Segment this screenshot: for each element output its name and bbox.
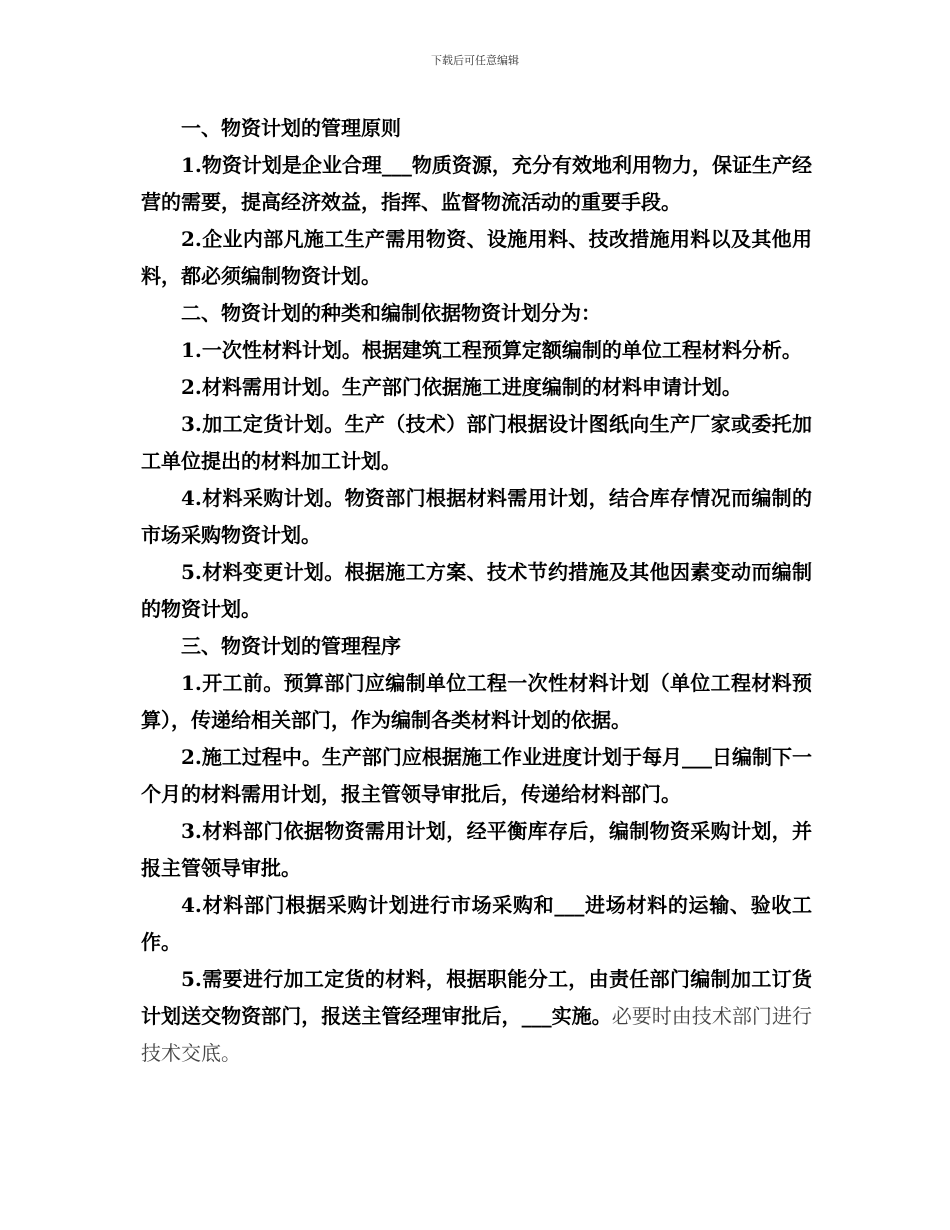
paragraph-light-text: 必要时由技术部门进行技术交底。 <box>141 1004 812 1065</box>
document-body <box>141 110 812 1072</box>
section-heading-2: 二、物资计划的种类和编制依据物资计划分为： <box>181 301 601 325</box>
paragraph: 4.材料采购计划。物资部门根据材料需用计划，结合库存情况而编制的市场采购物资计划。 <box>141 486 812 547</box>
paragraph-last <box>141 961 812 1072</box>
paragraph: 1.一次性材料计划。根据建筑工程预算定额编制的单位工程材料分析。 <box>181 338 802 362</box>
section-heading-3: 三、物资计划的管理程序 <box>181 634 401 658</box>
paragraph: 5.材料变更计划。根据施工方案、技术节约措施及其他因素变动而编制的物资计划。 <box>141 560 812 621</box>
paragraph: 3.加工定货计划。生产（技术）部门根据设计图纸向生产厂家或委托加工单位提出的材料加工计划。 <box>141 412 812 473</box>
paragraph: 2.施工过程中。生产部门应根据施工作业进度计划于每月___日编制下一个月的材料需用计划，报主管领导审批后，传递给材料部门。 <box>141 745 812 806</box>
paragraph: 3.材料部门依据物资需用计划，经平衡库存后，编制物资采购计划，并报主管领导审批。 <box>141 819 812 880</box>
paragraph: 1.物资计划是企业合理___物质资源，充分有效地利用物力，保证生产经营的需要，提高经济效益，指挥、监督物流活动的重要手段。 <box>141 153 812 214</box>
paragraph-bold-text: 5.需要进行加工定货的材料，根据职能分工，由责任部门编制加工订货计划送交物资部门，报送主管经理审批后，___实施。 <box>141 967 812 1028</box>
section-heading-1: 一、物资计划的管理原则 <box>181 116 401 140</box>
page-header: 下载后可任意编辑 <box>431 54 519 67</box>
paragraph: 4.材料部门根据采购计划进行市场采购和___进场材料的运输、验收工作。 <box>141 893 812 954</box>
paragraph: 2.材料需用计划。生产部门依据施工进度编制的材料申请计划。 <box>181 375 742 399</box>
paragraph: 1.开工前。预算部门应编制单位工程一次性材料计划（单位工程材料预算），传递给相关部门，作为编制各类材料计划的依据。 <box>141 671 812 732</box>
paragraph: 2.企业内部凡施工生产需用物资、设施用料、技改措施用料以及其他用料，都必须编制物资计划。 <box>141 227 812 288</box>
